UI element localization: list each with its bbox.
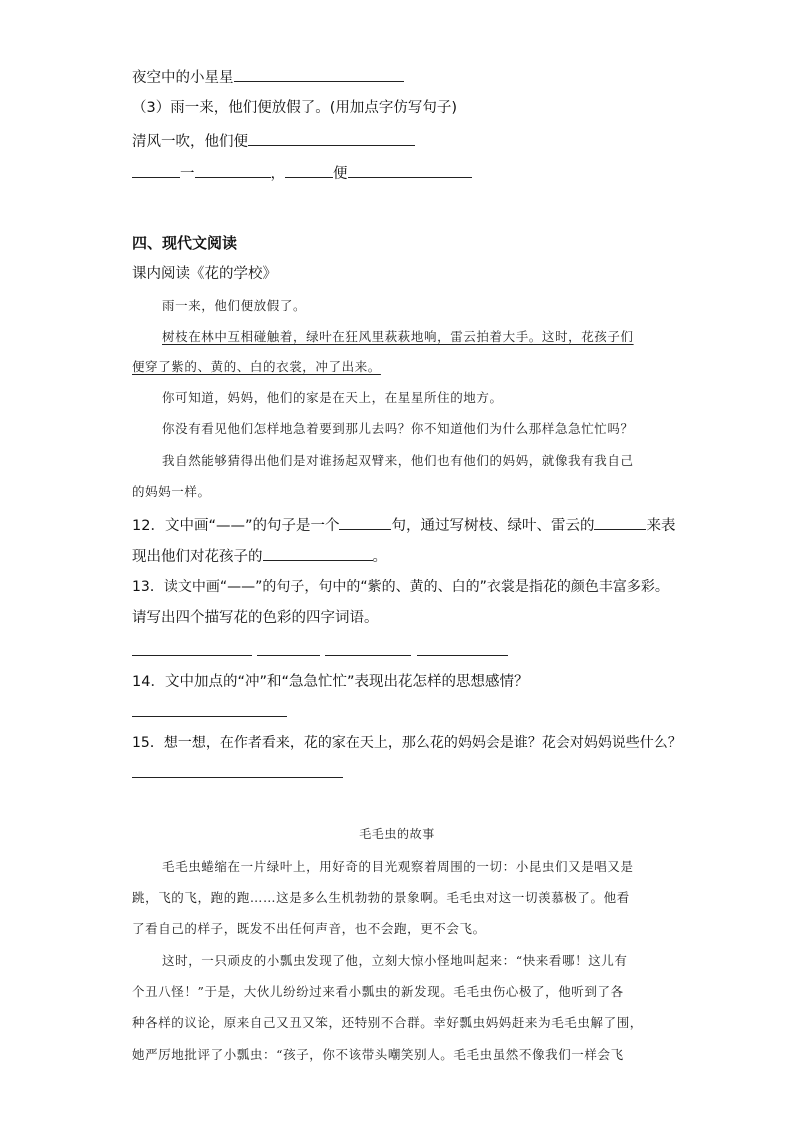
passage2-line: 了看自己的样子，既发不出任何声音，也不会跑，更不会飞。 [132,921,486,936]
passage1-p1: 雨一来，他们便放假了。 [162,298,307,313]
answer-blank[interactable] [132,777,343,778]
answer-blank[interactable] [325,655,411,656]
passage2-line: 毛毛虫蜷缩在一片绿叶上，用好奇的目光观察着周围的一切：小昆虫们又是唱又是 [162,859,634,874]
answer-blank[interactable] [132,162,180,178]
answer-blank[interactable] [348,162,472,178]
passage1-p2-line2: 便穿了紫的、黄的、白的衣裳，冲了出来。 [132,359,381,374]
answer-blank[interactable] [234,66,404,82]
passage2-line: 个丑八怪！”于是，大伙儿纷纷过来看小瓢虫的新发现。毛毛虫伤心极了，他听到了各 [132,984,624,999]
answer-blank[interactable] [132,716,287,717]
passage2-line: 种各样的议论，原来自己又丑又笨，还特别不合群。幸好瓢虫妈妈赶来为毛毛虫解了围， [132,1015,643,1030]
top-line-4: 一 ， 便 [132,162,472,184]
question-12-line2: 现出他们对花孩子的 。 [132,545,387,567]
answer-blank[interactable] [339,514,391,530]
passage1-p2-line1: 树枝在林中互相碰触着，绿叶在狂风里萩萩地响，雷云拍着大手。这时，花孩子们 [162,329,634,344]
top-line-1: 夜空中的小星星 [132,66,404,88]
passage1-p3: 你可知道，妈妈，他们的家是在天上，在星星所住的地方。 [162,390,503,405]
answer-blank[interactable] [248,130,415,146]
passage2-line: 她严厉地批评了小瓢虫：“孩子，你不该带头嘲笑别人。毛毛虫虽然不像我们一样会飞 [132,1047,624,1062]
question-13-line2: 请写出四个描写花的色彩的四字词语。 [132,610,379,626]
passage2-line: 跳，飞的飞，跑的跑……这是多么生机勃勃的景象啊。毛毛虫对这一切羡慕极了。他看 [132,890,630,905]
passage1-p4: 你没有看见他们怎样地急着要到那儿去吗？你不知道他们为什么那样急急忙忙吗？ [162,421,634,436]
answer-blank[interactable] [132,655,252,656]
top-line-3: 清风一吹，他们便 [132,130,415,152]
answer-blank[interactable] [594,514,646,530]
passage2-line: 这时，一只顽皮的小瓢虫发现了他，立刻大惊小怪地叫起来：“快来看哪！这儿有 [162,953,628,968]
question-12-line1: 12．文中画“——”的句子是一个 句，通过写树枝、绿叶、雷云的 来表 [132,514,675,536]
question-15: 15．想一想，在作者看来，花的家在天上，那么花的妈妈会是谁？花会对妈妈说些什么？ [132,735,682,751]
answer-blank[interactable] [285,162,333,178]
passage2-title: 毛毛虫的故事 [359,827,435,841]
passage1-p5-line1: 我自然能够猜得出他们是对谁扬起双臂来，他们也有他们的妈妈，就像我有我自己 [162,453,634,468]
passage1-p5-line2: 的妈妈一样。 [132,484,211,499]
section-subheading: 课内阅读《花的学校》 [132,266,277,282]
question-13-line1: 13．读文中画“——”的句子，句中的“紫的、黄的、白的”衣裳是指花的颜色丰富多彩。 [132,579,669,595]
answer-blank[interactable] [263,545,373,561]
section-heading: 四、现代文阅读 [132,234,238,252]
answer-blank[interactable] [195,162,271,178]
answer-blank[interactable] [257,655,320,656]
question-14: 14．文中加点的“冲”和“急急忙忙”表现出花怎样的思想感情？ [132,674,529,690]
top-line-2: （3）雨一来，他们便放假了。(用加点字仿写句子) [132,100,458,116]
answer-blank[interactable] [417,655,508,656]
